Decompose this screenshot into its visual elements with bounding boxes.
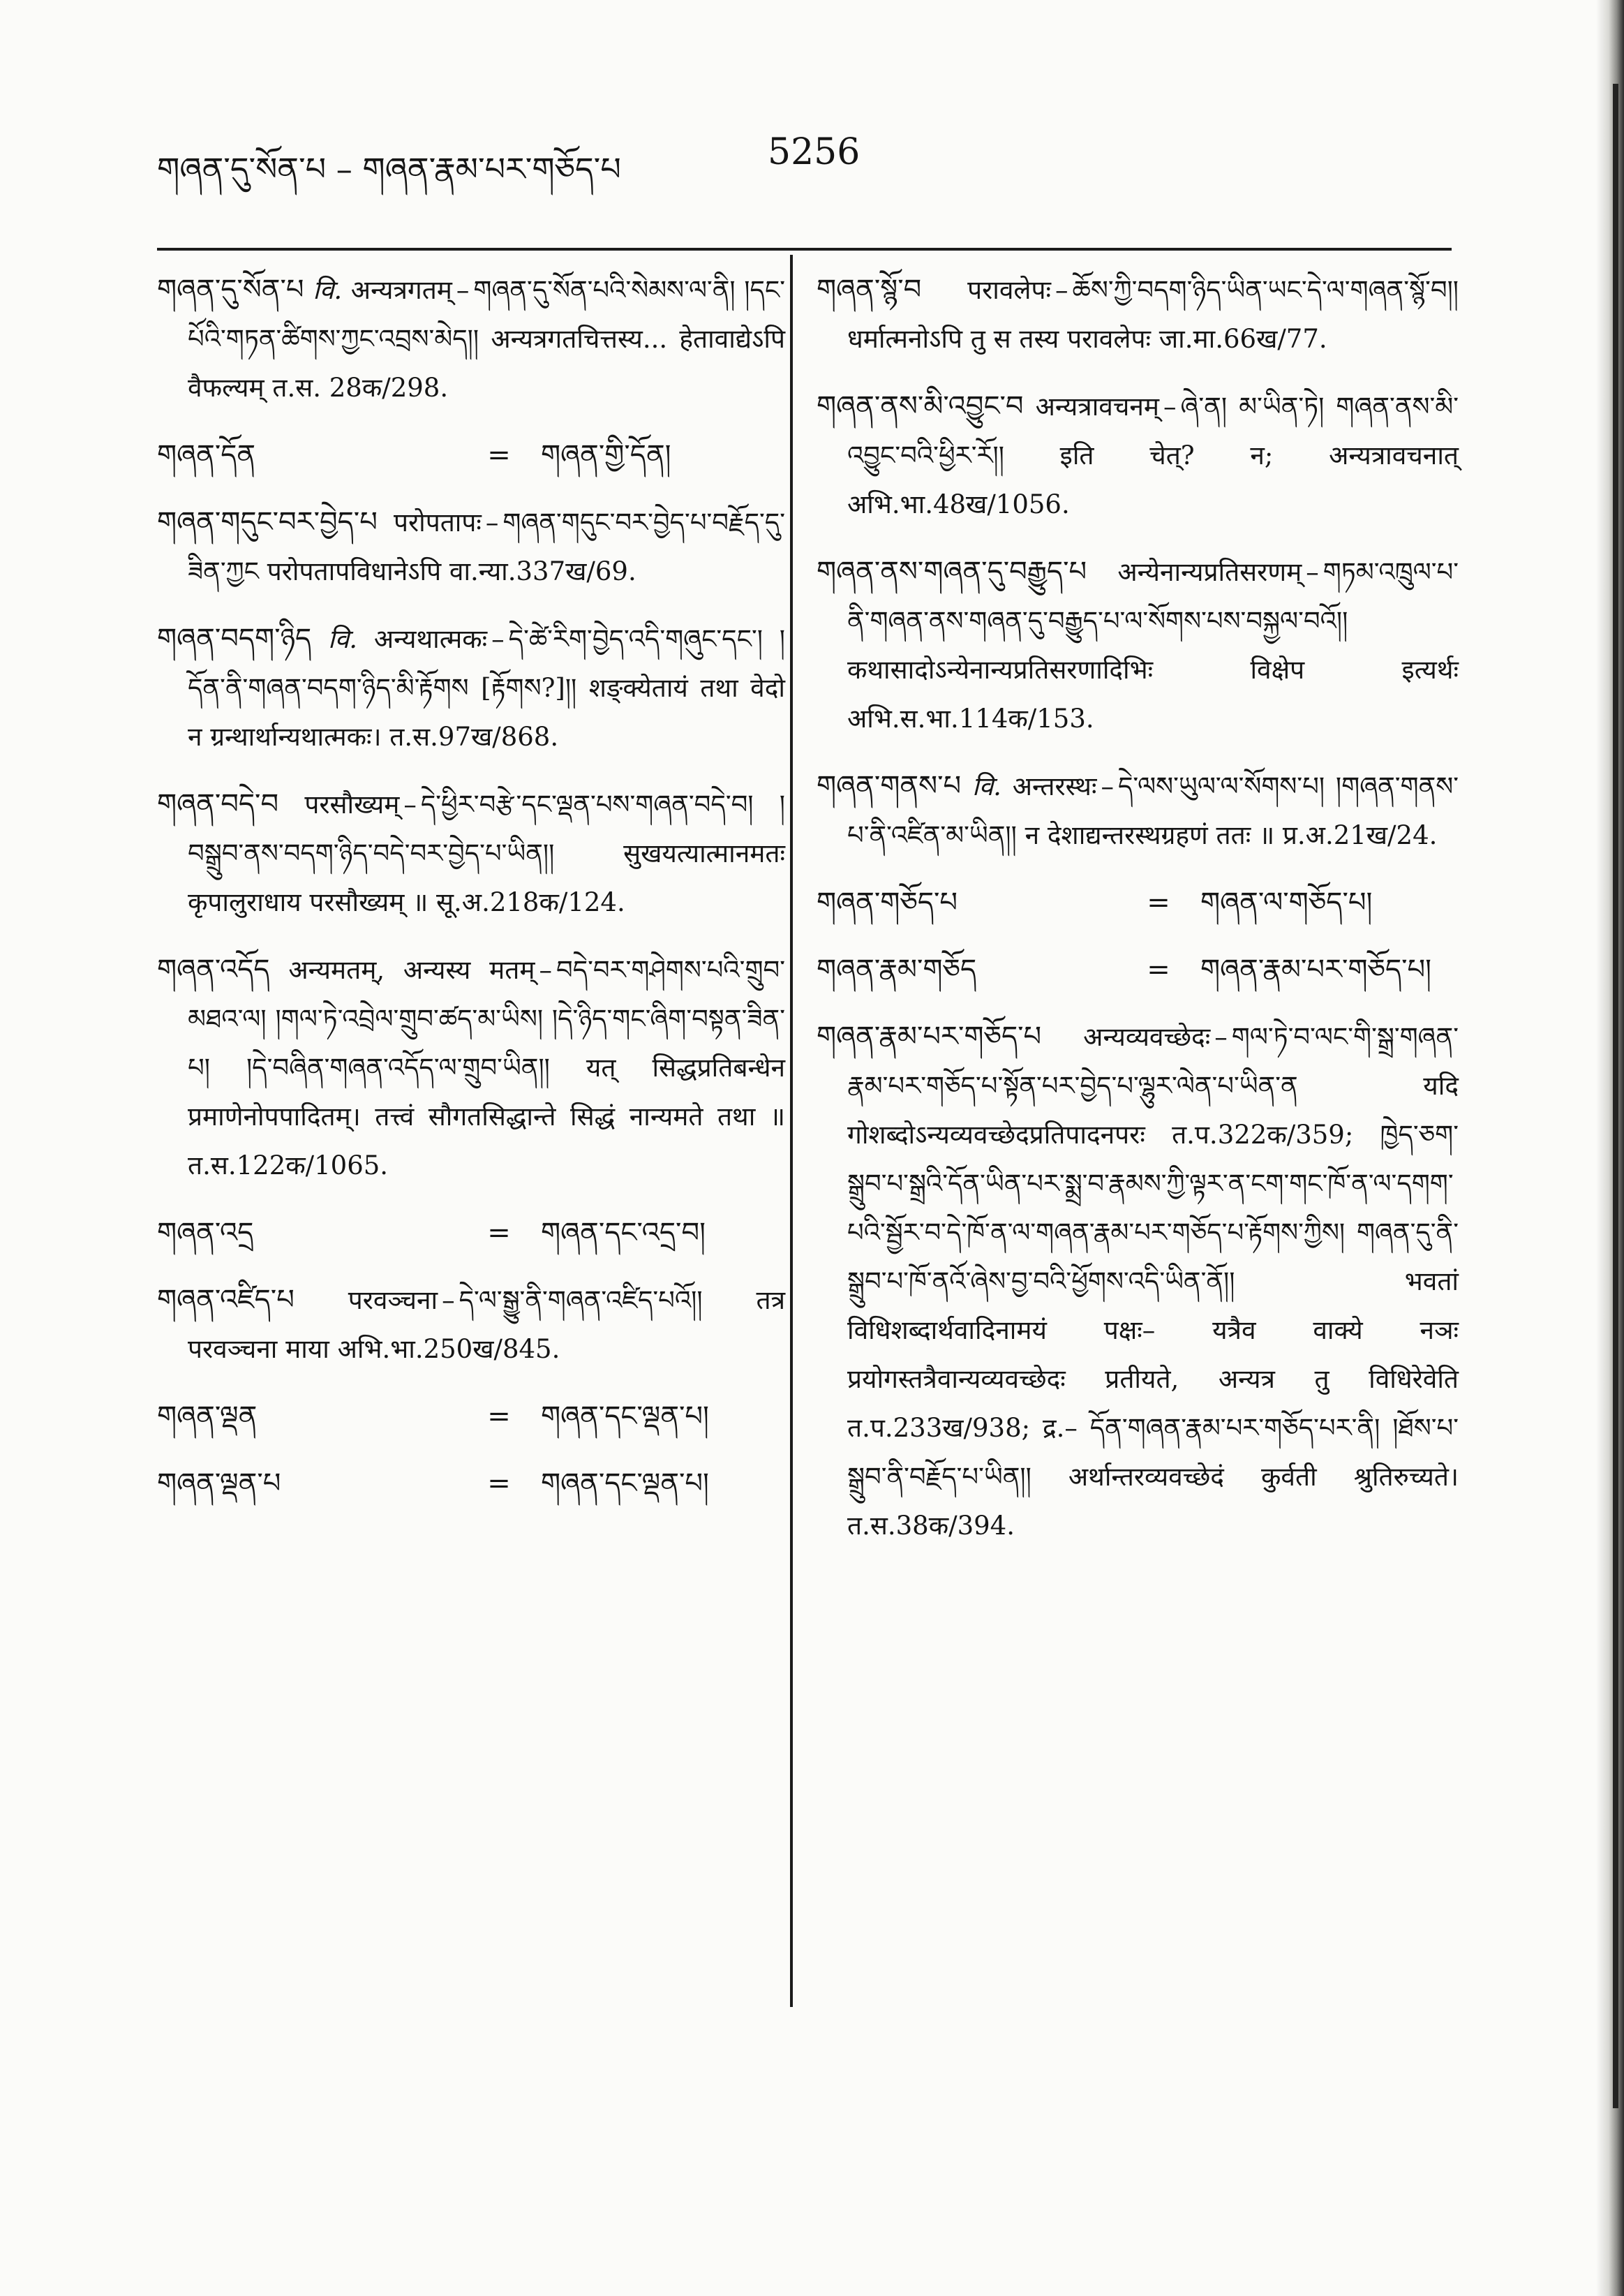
dictionary-entry — [157, 1275, 785, 1374]
entry-headword: གཞན་རྣམ་པར་གཅོད་པ — [817, 1021, 1042, 1053]
entry-text: གཏམ་འཁྲུལ་པ་ནི་གཞན་ནས་གཞན་དུ་བརྒྱུད་པ་ལ་སོགས་པས་བསྐྱལ་བའོ།། कथासादोऽन्येनान्यप्रतिसरणादिभिः विक्षेप इत्यर्थः अभि.स.भा.114क/153. — [847, 557, 1459, 734]
dictionary-entry — [817, 265, 1459, 364]
dash-separator: – — [539, 955, 552, 985]
entry-text: ཞེ་ན། མ་ཡིན་ཏེ། གཞན་ནས་མི་འབྱུང་བའི་ཕྱིར་རོ།། इति चेत्? न; अन्यत्रावचनात् अभि.भा.48ख/1056. — [847, 392, 1459, 519]
entry-text: ཆོས་ཀྱི་བདག་ཉིད་ཡིན་ཡང་དེ་ལ་གཞན་སྙོ་བ།། धर्मात्मनोऽपि तु स तस्य परावलेपः जा.मा.66ख/77. — [847, 275, 1459, 354]
sanskrit-equivalent: अन्यत्रगतम् — [350, 275, 452, 305]
sanskrit-equivalent: अन्येनान्यप्रतिसरणम् — [1117, 557, 1302, 587]
equals-sign: = — [487, 439, 511, 471]
dictionary-entry — [817, 1012, 1459, 1550]
cross-reference-target: གཞན་གྱི་དོན། — [541, 439, 671, 471]
entry-headword: གཞན་རྣམ་གཅོད — [817, 954, 977, 986]
cross-reference-entry — [817, 878, 1459, 927]
entry-headword: གཞན་གདུང་བར་བྱེད་པ — [157, 506, 378, 538]
dictionary-entry — [817, 547, 1459, 743]
cross-reference-entry — [157, 1459, 785, 1508]
dictionary-entry — [817, 382, 1459, 529]
entry-text: དེ་ལ་སྒྱུ་ནི་གཞན་འཛིད་པའོ།། तत्र परवञ्चना माया अभि.भा.250ख/845. — [188, 1285, 786, 1364]
sanskrit-equivalent: अन्तरस्थः — [1012, 771, 1097, 801]
entry-headword: གཞན་ནས་མི་འབྱུང་བ — [817, 390, 1024, 422]
binding-edge — [1613, 84, 1618, 2108]
dictionary-entry — [157, 498, 785, 596]
header-range: གཞན་དུ་སོན་པ – གཞན་རྣམ་པར་གཅོད་པ — [157, 150, 621, 188]
equals-sign: = — [1147, 887, 1170, 919]
cross-reference-entry — [157, 1392, 785, 1441]
sanskrit-equivalent: अन्यव्यवच्छेदः — [1083, 1022, 1211, 1052]
entry-headword: གཞན་སྙོ་བ — [817, 274, 922, 306]
cross-reference-target: གཞན་དང་འདྲ་བ། — [541, 1217, 706, 1249]
entry-headword: གཞན་གནས་པ — [817, 770, 962, 802]
dash-separator: – — [1163, 392, 1177, 422]
dash-separator: – — [1214, 1022, 1228, 1052]
entry-text: གཞན་དུ་སོན་པའི་སེམས་ལ་ནི། །དང་པོའི་གཏན་ཚིགས་ཀྱང་འབྲས་མེད།། अन्यत्रगतचित्तस्य... हेतावाद्येऽपि वैफल्यम् त.स. 28क/298. — [188, 275, 786, 403]
entry-headword: གཞན་བདག་ཉིད — [157, 623, 312, 655]
entry-headword: གཞན་འདོད — [157, 954, 270, 986]
entry-headword: གཞན་འཛིད་པ — [157, 1284, 295, 1316]
sanskrit-equivalent: अन्यमतम्, अन्यस्य मतम् — [288, 955, 535, 985]
dash-separator: – — [442, 1285, 455, 1315]
dash-separator: – — [1306, 557, 1319, 587]
dictionary-entry — [817, 762, 1459, 860]
entry-headword: གཞན་ལྡན་པ — [157, 1467, 281, 1499]
page-edge-shadow — [1596, 0, 1624, 2296]
sanskrit-equivalent: परवञ्चना — [348, 1285, 438, 1315]
entry-headword: གཞན་ནས་གཞན་དུ་བརྒྱུད་པ — [817, 556, 1087, 588]
entry-headword: གཞན་དོན — [157, 439, 256, 471]
cross-reference-target: གཞན་ལ་གཅོད་པ། — [1200, 887, 1373, 919]
dash-separator: – — [1055, 275, 1068, 305]
header-rule — [157, 248, 1452, 251]
equals-sign: = — [487, 1467, 511, 1499]
entry-headword: གཞན་དུ་སོན་པ — [157, 274, 304, 306]
dash-separator: – — [485, 508, 499, 538]
cross-reference-target: གཞན་དང་ལྡན་པ། — [541, 1400, 709, 1432]
entry-text: དེ་ཕྱིར་བརྩེ་དང་ལྡན་པས་གཞན་བདེ་བ། །བསྒྲུབ་ནས་བདག་ཉིད་བདེ་བར་བྱེད་པ་ཡིན།། सुखयत्यात्मानमतः कृपालुराधाय परसौख्यम् ॥ सू.अ.218क/124. — [188, 790, 785, 917]
sanskrit-equivalent: परसौख्यम् — [304, 790, 400, 820]
cross-reference-entry — [157, 431, 785, 480]
dash-separator: – — [456, 275, 470, 305]
dictionary-entry — [157, 614, 785, 762]
entry-headword: གཞན་ལྡན — [157, 1400, 258, 1432]
grammatical-label: वि. — [313, 275, 343, 305]
cross-reference-entry — [157, 1208, 785, 1257]
dash-separator: – — [403, 790, 417, 820]
grammatical-label: वि. — [971, 771, 1001, 801]
entry-headword: གཞན་འདྲ — [157, 1217, 254, 1249]
grammatical-label: वि. — [328, 624, 357, 654]
entry-headword: གཞན་གཅོད་པ — [817, 887, 958, 919]
entry-text: དེ་ལས་ཡུལ་ལ་སོགས་པ། །གཞན་གནས་པ་ནི་འཛིན་མ་ཡིན།། न देशाद्यन्तरस्थग्रहणं ततः ॥ प्र.अ.21ख/24. — [847, 771, 1459, 850]
entry-headword: གཞན་བདེ་བ — [157, 788, 279, 820]
right-column — [817, 265, 1459, 1569]
sanskrit-equivalent: परोपतापः — [393, 508, 482, 538]
page-number: 5256 — [768, 131, 861, 173]
dictionary-entry — [157, 945, 785, 1190]
dictionary-entry — [157, 265, 785, 413]
sanskrit-equivalent: अन्यत्रावचनम् — [1035, 392, 1160, 422]
left-column — [157, 265, 785, 1526]
dash-separator: – — [491, 624, 505, 654]
entry-text: དེ་ཚེ་རིག་བྱེད་འདི་གཞུང་དང་། །དོན་ནི་གཞན་བདག་ཉིད་མི་རྟོགས [རྟོགས?]།། शङ्क्येतायं तथा वेदो न ग्रन्थार्थान्यथात्मकः। त.स.97ख/868. — [188, 624, 786, 752]
equals-sign: = — [487, 1217, 511, 1249]
entry-text: གལ་ཏེ་བ་ལང་གི་སྒྲ་གཞན་རྣམ་པར་གཅོད་པ་སྟོན་པར་བྱེད་པ་ལྷུར་ལེན་པ་ཡིན་ན यदि गोशब्दोऽन्यव्यवच्छेदप्रतिपादनपरः त.प.322क/359; ཁྱེད་ཅག་སྒྲུབ་པ་སྒྲའི་དོན་ཡིན་པར་སྨྲ་བ་རྣམས་ཀྱི་ལྟར་ན་ངག་གང་ཁོ་ན་ལ་དགག་པའི་སྦྱོར་བ་དེ་ཁོ་ན་ལ་གཞན་རྣམ་པར་གཅོད་པ་རྟོགས་ཀྱིས། གཞན་དུ་ནི་སྒྲུབ་པ་ཁོ་ནའོ་ཞེས་བྱ་བའི་ཕྱོགས་འདི་ཡིན་ནོ།། भवतां विधिशब्दार्थवादिनामयं पक्षः– यत्रैव वाक्ये नञः प्रयोगस्तत्रैवान्यव्यवच्छेदः प्रतीयते, अन्यत्र तु विधिरेवेति त.प.233ख/938; द्र.– དོན་གཞན་རྣམ་པར་གཅོད་པར་ནི། །ཐོས་པ་སྒྲུབ་ནི་བརྗོད་པ་ཡིན།། अर्थान्तरव्यवच्छेदं कुर्वती श्रुतिरुच्यते। त.स.38क/394. — [847, 1022, 1459, 1541]
cross-reference-target: གཞན་དང་ལྡན་པ། — [541, 1467, 709, 1499]
sanskrit-equivalent: अन्यथात्मकः — [373, 624, 488, 654]
equals-sign: = — [1147, 954, 1170, 986]
dash-separator: – — [1101, 771, 1114, 801]
equals-sign: = — [487, 1400, 511, 1432]
sanskrit-equivalent: परावलेपः — [967, 275, 1052, 305]
cross-reference-entry — [817, 945, 1459, 994]
column-divider — [790, 255, 793, 2007]
entry-text: བདེ་བར་གཤེགས་པའི་གྲུབ་མཐའ་ལ། །གལ་ཏེ་འབྲེལ་གྲུབ་ཚད་མ་ཡིས། །དེ་ཉིད་གང་ཞིག་བསྟན་ཟིན་པ། །དེ་བཞིན་གཞན་འདོད་ལ་གྲུབ་ཡིན།། यत् सिद्धप्रतिबन्धेन प्रमाणेनोपपादितम्। तत्त्वं सौगतसिद्धान्ते सिद्धं नान्यमते तथा ॥ त.स.122क/1065. — [188, 955, 785, 1180]
dictionary-entry — [157, 780, 785, 927]
entry-text: གཞན་གདུང་བར་བྱེད་པ་བརྗོད་དུ་ཟིན་ཀྱང परोपतापविधानेऽपि वा.न्या.337ख/69. — [188, 508, 785, 586]
cross-reference-target: གཞན་རྣམ་པར་གཅོད་པ། — [1200, 954, 1432, 986]
